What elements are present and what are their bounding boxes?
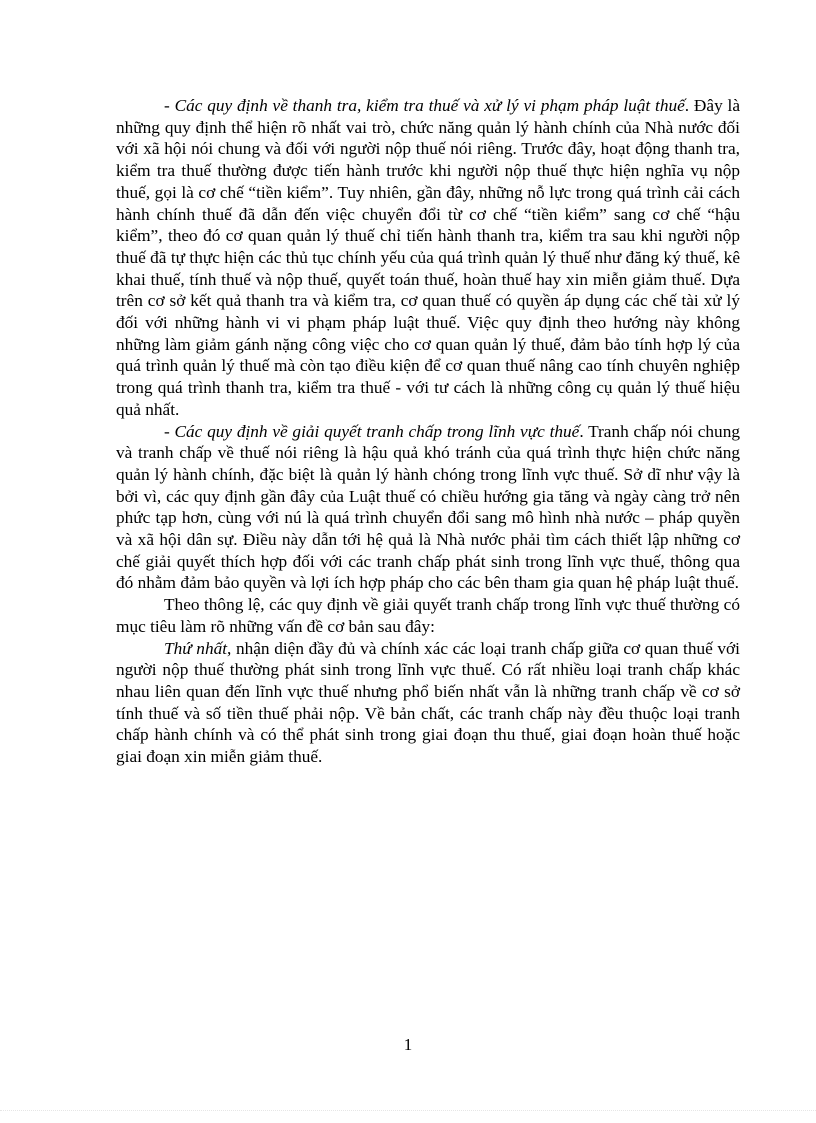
paragraph-text: Theo thông lệ, các quy định về giải quyết tranh chấp trong lĩnh vực thuế thường có mục tiêu làm rõ những vấn đề cơ bản sau đây: xyxy=(116,595,740,636)
paragraph-heading-italic: - Các quy định về thanh tra, kiểm tra thuế và xử lý vi phạm pháp luật thuế xyxy=(164,96,685,115)
paragraph-text: , nhận diện đầy đủ và chính xác các loại tranh chấp giữa cơ quan thuế với người nộp thuế thường phát sinh trong lĩnh vực thuế. Có rất nhiều loại tranh chấp khác nhau liên quan đến lĩnh vực thuế nhưng phổ biến nhất vẫn là những tranh chấp về cơ sở tính thuế và số tiền thuế phải nộp. Về bản chất, các tranh chấp này đều thuộc loại tranh chấp hành chính và có thể phát sinh trong giai đoạn thu thuế, giai đoạn hoàn thuế hoặc giai đoạn xin miễn giảm thuế. xyxy=(116,638,740,767)
page-body xyxy=(116,95,740,768)
paragraph-common-practice xyxy=(116,594,740,637)
paragraph-text: . Đây là những quy định thể hiện rõ nhất vai trò, chức năng quản lý hành chính của Nhà nước đối với xã hội nói chung và đối với người nộp thuế nói riêng. Trước đây, hoạt động thanh tra, kiểm tra thuế thường được tiến hành trước khi người nộp thuế thực hiện nghĩa vụ nộp thuế, gọi là cơ chế “tiền kiểm”. Tuy nhiên, gần đây, những nỗ lực trong quá trình cải cách hành chính thuế đã dẫn đến việc chuyển đổi từ cơ chế “tiền kiểm” sang cơ chế “hậu kiểm”, theo đó cơ quan quản lý thuế chỉ tiến hành thanh tra, kiểm tra sau khi người nộp thuế đã tự thực hiện các thủ tục chính yếu của quá trình quản lý thuế như đăng ký thuế, kê khai thuế, tính thuế và nộp thuế, quyết toán thuế, hoàn thuế hay xin miễn giảm thuế. Dựa trên cơ sở kết quả thanh tra và kiểm tra, cơ quan thuế có quyền áp dụng các chế tài xử lý đối với những hành vi vi phạm pháp luật thuế. Việc quy định theo hướng này không những làm giảm gánh nặng công việc cho cơ quan quản lý thuế, đảm bảo tính hợp lý của quá trình quản lý thuế mà còn tạo điều kiện để cơ quan thuế nâng cao tính chuyên nghiệp trong quá trình thanh tra, kiểm tra thuế - với tư cách là những công cụ quản lý thuế hiệu quả nhất. xyxy=(116,96,740,419)
paragraph-first-point xyxy=(116,638,740,768)
page-number: 1 xyxy=(403,1035,413,1054)
paragraph-heading-italic: - Các quy định về giải quyết tranh chấp trong lĩnh vực thuế xyxy=(164,421,580,441)
page-edge-divider xyxy=(0,1110,816,1111)
paragraph-heading-italic: Thứ nhất xyxy=(164,638,228,658)
paragraph-text: . Tranh chấp nói chung và tranh chấp về thuế nói riêng là hậu quả khó tránh của quá trình thực hiện chức năng quản lý hành chính, đặc biệt là quản lý hành chóng trong lĩnh vực thuế. Sở dĩ như vậy là bởi vì, các quy định gần đây của Luật thuế có chiều hướng gia tăng và ngày càng trở nên phức tạp hơn, cùng với nú là quá trình chuyển đổi sang mô hình nhà nước – pháp quyền và xã hội dân sự. Điều này dẫn tới hệ quả là Nhà nước phải tìm cách thiết lập những cơ chế giải quyết thích hợp đối với các tranh chấp phát sinh trong lĩnh vực thuế, thông qua đó nhằm đảm bảo quyền và lợi ích hợp pháp cho các bên tham gia quan hệ pháp luật thuế. xyxy=(116,421,740,593)
paragraph-tax-inspection xyxy=(116,95,740,421)
paragraph-dispute-resolution xyxy=(116,421,740,595)
